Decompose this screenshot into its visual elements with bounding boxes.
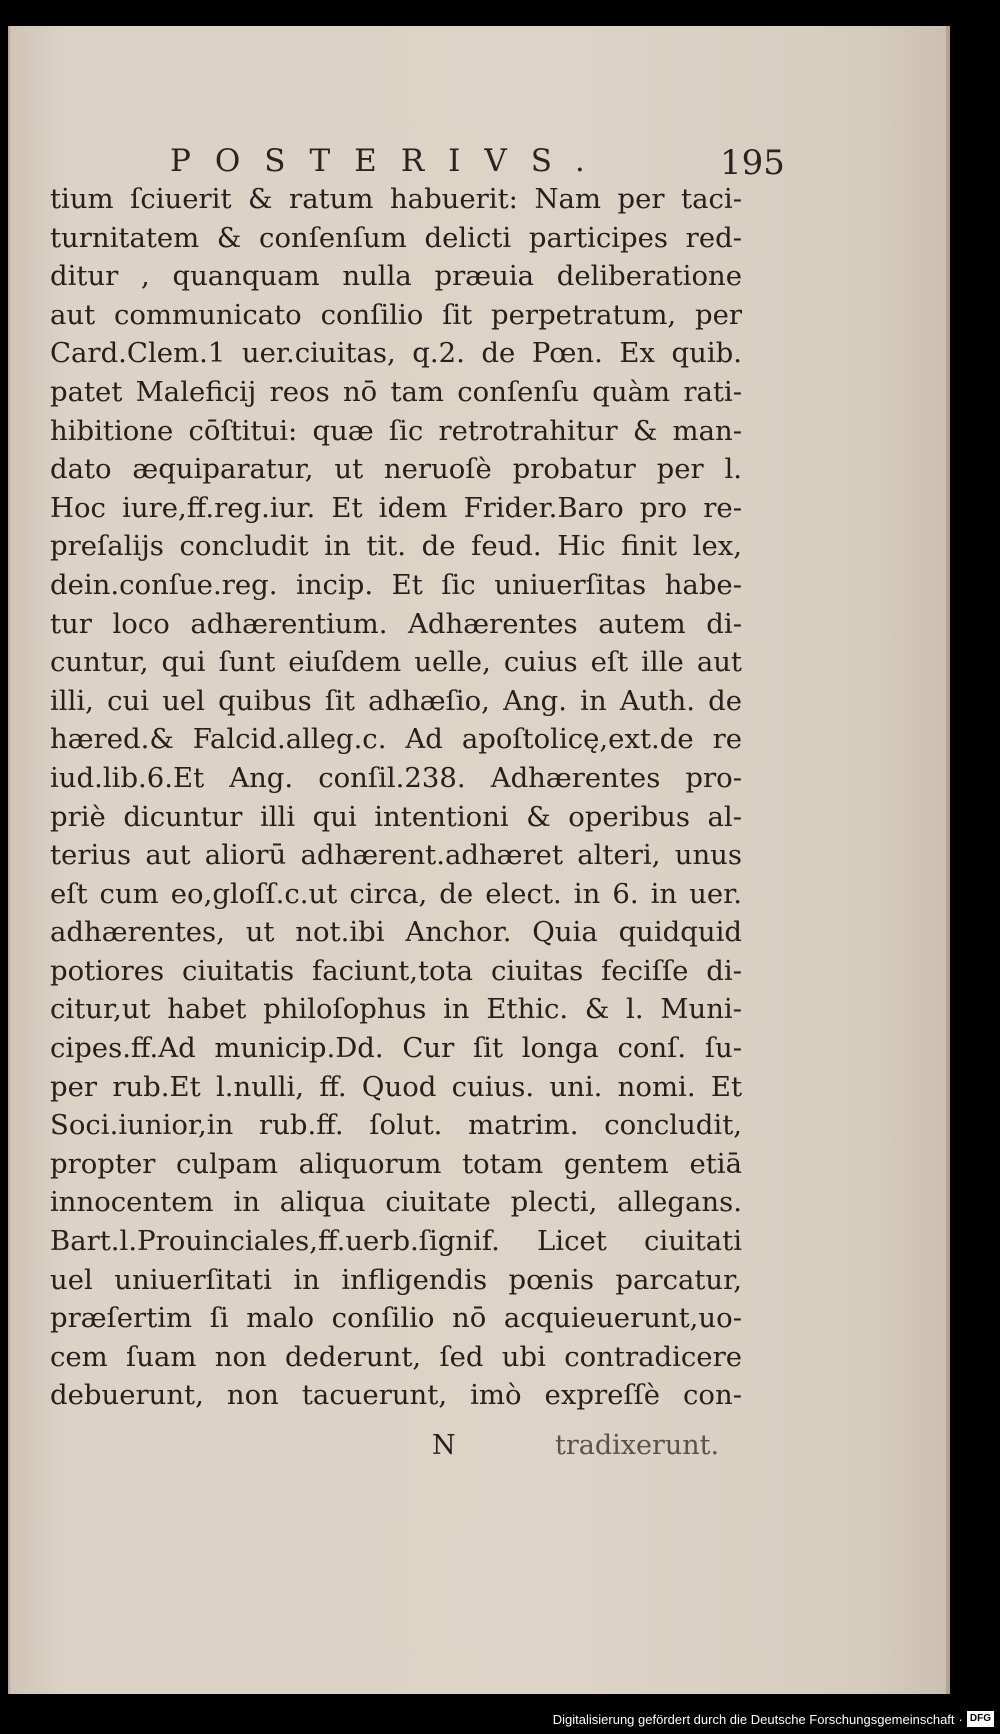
text-line: cem ſuam non dederunt, ſed ubi contradicere bbox=[50, 1340, 742, 1373]
signature-mark: N bbox=[432, 1430, 456, 1461]
text-line: Bart.l.Prouinciales,ff.uerb.ſignif. Licet ciuitati bbox=[50, 1225, 742, 1258]
text-line: potiores ciuitatis faciunt,tota ciuitas feciſſe di- bbox=[50, 954, 742, 987]
text-line: aut communicato conſilio ſit perpetratum, per bbox=[50, 298, 742, 331]
footer-separator: · bbox=[958, 1711, 963, 1727]
body-text bbox=[50, 180, 750, 1415]
text-line: cuntur, qui ſunt eiuſdem uelle, cuius eſt ille aut bbox=[50, 646, 742, 679]
text-line: præſertim ſi malo conſilio nō acquieuerunt,uo- bbox=[50, 1302, 742, 1335]
text-line: Soci.iunior,in rub.ff. ſolut. matrim. concludit, bbox=[50, 1109, 742, 1142]
text-line: turnitatem & conſenſum delicti participes red- bbox=[50, 221, 742, 254]
text-line: dein.conſue.reg. incip. Et ſic uniuerſitas habe- bbox=[50, 568, 742, 601]
page-header bbox=[50, 141, 940, 185]
text-line: cipes.ff.Ad municip.Dd. Cur ſit longa conſ. ſu- bbox=[50, 1032, 742, 1065]
dfg-logo-icon: DFG bbox=[967, 1711, 994, 1727]
catchword: tradixerunt. bbox=[555, 1430, 720, 1461]
book-page bbox=[8, 26, 950, 1694]
text-line: per rub.Et l.nulli, ff. Quod cuius. uni. nomi. Et bbox=[50, 1070, 742, 1103]
text-line: innocentem in aliqua ciuitate plecti, allegans. bbox=[50, 1186, 742, 1219]
text-line: illi, cui uel quibus ſit adhæſio, Ang. in Auth. de bbox=[50, 684, 742, 717]
digitization-footer bbox=[553, 1707, 994, 1731]
text-line: priè dicuntur illi qui intentioni & operibus al- bbox=[50, 800, 742, 833]
text-line: ditur , quanquam nulla præuia deliberatione bbox=[50, 260, 742, 293]
text-line: tium ſciuerit & ratum habuerit: Nam per taci- bbox=[50, 183, 742, 215]
footer-credit: Digitalisierung gefördert durch die Deutsche Forschungsgemeinschaft bbox=[552, 1711, 955, 1727]
text-line: terius aut aliorū adhærent.adhæret alteri, unus bbox=[50, 839, 742, 872]
text-line: Hoc iure,ff.reg.iur. Et idem Frider.Baro pro re- bbox=[50, 491, 742, 524]
text-line: uel uniuerſitati in infligendis pœnis parcatur, bbox=[50, 1263, 742, 1296]
signature-line bbox=[50, 1430, 750, 1470]
text-line: eſt cum eo,gloſſ.c.ut circa, de elect. in 6. in uer. bbox=[50, 877, 742, 910]
running-head: POSTERIVS. bbox=[170, 143, 609, 179]
text-line: propter culpam aliquorum totam gentem etiā bbox=[50, 1147, 742, 1180]
text-line: citur,ut habet philoſophus in Ethic. & l. Muni- bbox=[50, 993, 742, 1026]
text-line: preſalijs concludit in tit. de feud. Hic finit lex, bbox=[50, 530, 742, 563]
text-line: patet Maleficij reos nō tam conſenſu quàm rati- bbox=[50, 375, 742, 408]
text-line: hibitione cōſtitui: quæ ſic retrotrahitur & man- bbox=[50, 414, 742, 447]
text-line: debuerunt, non tacuerunt, imò expreſſè con- bbox=[50, 1379, 742, 1412]
text-line: iud.lib.6.Et Ang. conſil.238. Adhærentes pro- bbox=[50, 761, 742, 794]
text-line: hæred.& Falcid.alleg.c. Ad apoſtolicę,ext.de re bbox=[50, 723, 742, 756]
text-line: adhærentes, ut not.ibi Anchor. Quia quidquid bbox=[50, 916, 742, 949]
text-line: dato æquiparatur, ut neruoſè probatur per l. bbox=[50, 453, 742, 486]
text-line: tur loco adhærentium. Adhærentes autem di- bbox=[50, 607, 742, 640]
text-line: Card.Clem.1 uer.ciuitas, q.2. de Pœn. Ex quib. bbox=[50, 337, 742, 370]
page-number: 195 bbox=[720, 143, 785, 183]
